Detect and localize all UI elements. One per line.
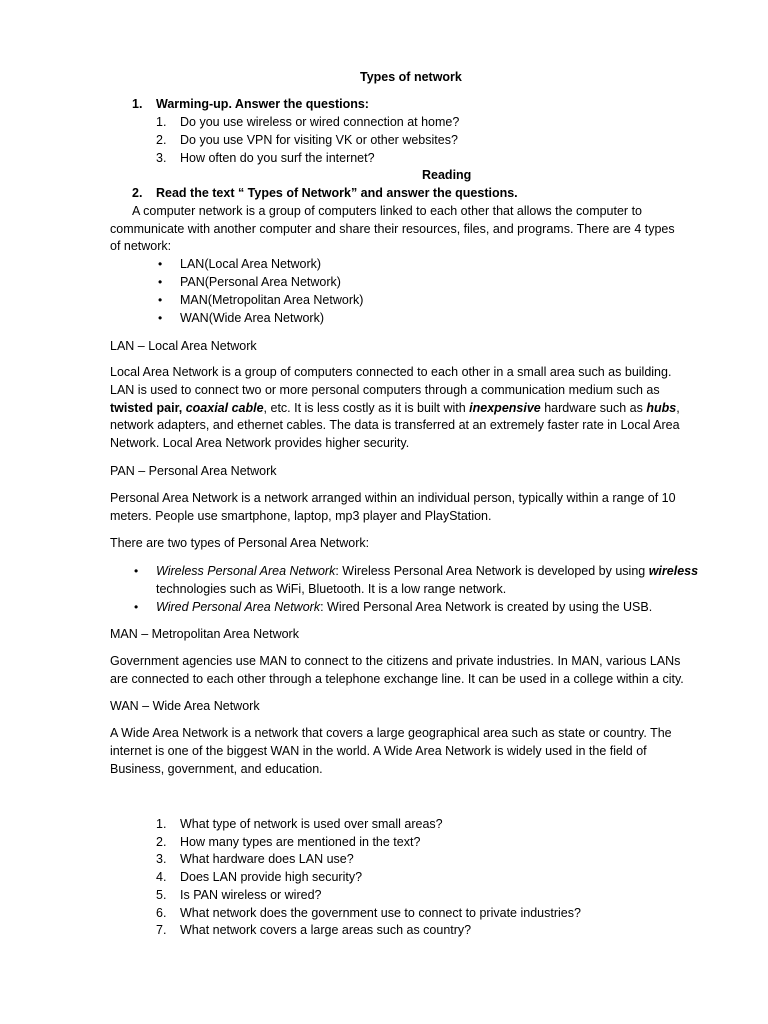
wan-line-1: A Wide Area Network is a network that covers a large geographical area such as state or country. The [110, 726, 672, 740]
wireless-term: wireless [648, 564, 699, 578]
pan-line-2: meters. People use smartphone, laptop, mp3 player and PlayStation. [110, 509, 492, 523]
lan-coaxial-cable: coaxial cable [185, 401, 264, 415]
task2-number: 2. [132, 186, 143, 200]
pan-wireless-line-1 [156, 562, 698, 580]
wired-pan-term: Wired Personal Area Network [156, 600, 321, 614]
warmup-q3-text: How often do you surf the internet? [180, 151, 375, 165]
question-4-text: Does LAN provide high security? [180, 870, 363, 884]
type-lan: LAN(Local Area Network) [180, 257, 322, 271]
lan-line-1: Local Area Network is a group of computers connected to each other in a small area such as building. [110, 365, 672, 379]
lan-line-2: LAN is used to connect two or more personal computers through a communication medium such as [110, 383, 660, 397]
lan-line-3-text: , etc. It is less costly as it is built with [263, 401, 470, 415]
warmup-q2-number: 2. [156, 133, 167, 147]
bullet-icon: • [158, 293, 163, 307]
lan-line-5: Network. Local Area Network provides higher security. [110, 436, 410, 450]
question-7-number: 7. [156, 923, 167, 937]
type-pan: PAN(Personal Area Network) [180, 275, 341, 289]
type-wan: WAN(Wide Area Network) [180, 311, 325, 325]
lan-heading: LAN – Local Area Network [110, 339, 257, 353]
question-6-number: 6. [156, 906, 167, 920]
lan-line-3-text-2: hardware such as [540, 401, 647, 415]
warmup-q2-text: Do you use VPN for visiting VK or other websites? [180, 133, 458, 147]
question-6-text: What network does the government use to connect to private industries? [180, 906, 581, 920]
wireless-pan-desc: : Wireless Personal Area Network is developed by using [335, 564, 649, 578]
lan-line-3 [110, 399, 680, 417]
wired-pan-desc: : Wired Personal Area Network is created by using the USB. [320, 600, 653, 614]
question-7-text: What network covers a large areas such as country? [180, 923, 472, 937]
bullet-icon: • [134, 600, 139, 614]
wireless-pan-term: Wireless Personal Area Network [156, 564, 336, 578]
task1-heading: Warming-up. Answer the questions: [156, 97, 369, 111]
question-5-text: Is PAN wireless or wired? [180, 888, 322, 902]
lan-twisted-pair: twisted pair, [110, 401, 186, 415]
lan-line-3-comma: , [676, 401, 680, 415]
intro-line-2: communicate with another computer and share their resources, files, and programs. There are 4 types [110, 222, 675, 236]
type-man: MAN(Metropolitan Area Network) [180, 293, 364, 307]
pan-line-1: Personal Area Network is a network arranged within an individual person, typically within a range of 10 [110, 491, 676, 505]
question-3-text: What hardware does LAN use? [180, 852, 354, 866]
task1-number: 1. [132, 97, 143, 111]
lan-inexpensive: inexpensive [469, 401, 541, 415]
pan-wired-line [156, 598, 652, 616]
warmup-q1-text: Do you use wireless or wired connection at home? [180, 115, 460, 129]
question-4-number: 4. [156, 870, 167, 884]
page-title: Types of network [360, 70, 462, 84]
man-line-2: are connected to each other through a telephone exchange line. It can be used in a college within a city. [110, 672, 684, 686]
bullet-icon: • [158, 257, 163, 271]
bullet-icon: • [134, 564, 139, 578]
question-1-number: 1. [156, 817, 167, 831]
man-heading: MAN – Metropolitan Area Network [110, 627, 299, 641]
lan-line-4: network adapters, and ethernet cables. The data is transferred at an extremely faster rate in Local Area [110, 418, 680, 432]
intro-line-1: A computer network is a group of computers linked to each other that allows the computer to [132, 204, 642, 218]
question-1-text: What type of network is used over small areas? [180, 817, 443, 831]
pan-types-intro: There are two types of Personal Area Network: [110, 536, 370, 550]
bullet-icon: • [158, 311, 163, 325]
question-2-number: 2. [156, 835, 167, 849]
warmup-q1-number: 1. [156, 115, 167, 129]
pan-heading: PAN – Personal Area Network [110, 464, 277, 478]
question-3-number: 3. [156, 852, 167, 866]
question-5-number: 5. [156, 888, 167, 902]
reading-label: Reading [422, 168, 472, 182]
pan-wireless-line-2: technologies such as WiFi, Bluetooth. It is a low range network. [156, 582, 507, 596]
question-2-text: How many types are mentioned in the text? [180, 835, 421, 849]
lan-hubs: hubs [646, 401, 677, 415]
intro-line-3: of network: [110, 239, 172, 253]
warmup-q3-number: 3. [156, 151, 167, 165]
task2-heading: Read the text “ Types of Network” and answer the questions. [156, 186, 518, 200]
bullet-icon: • [158, 275, 163, 289]
wan-line-2: internet is one of the biggest WAN in the world. A Wide Area Network is widely used in the field of [110, 744, 647, 758]
wan-heading: WAN – Wide Area Network [110, 699, 260, 713]
wan-line-3: Business, government, and education. [110, 762, 323, 776]
man-line-1: Government agencies use MAN to connect to the citizens and private industries. In MAN, various LANs [110, 654, 681, 668]
